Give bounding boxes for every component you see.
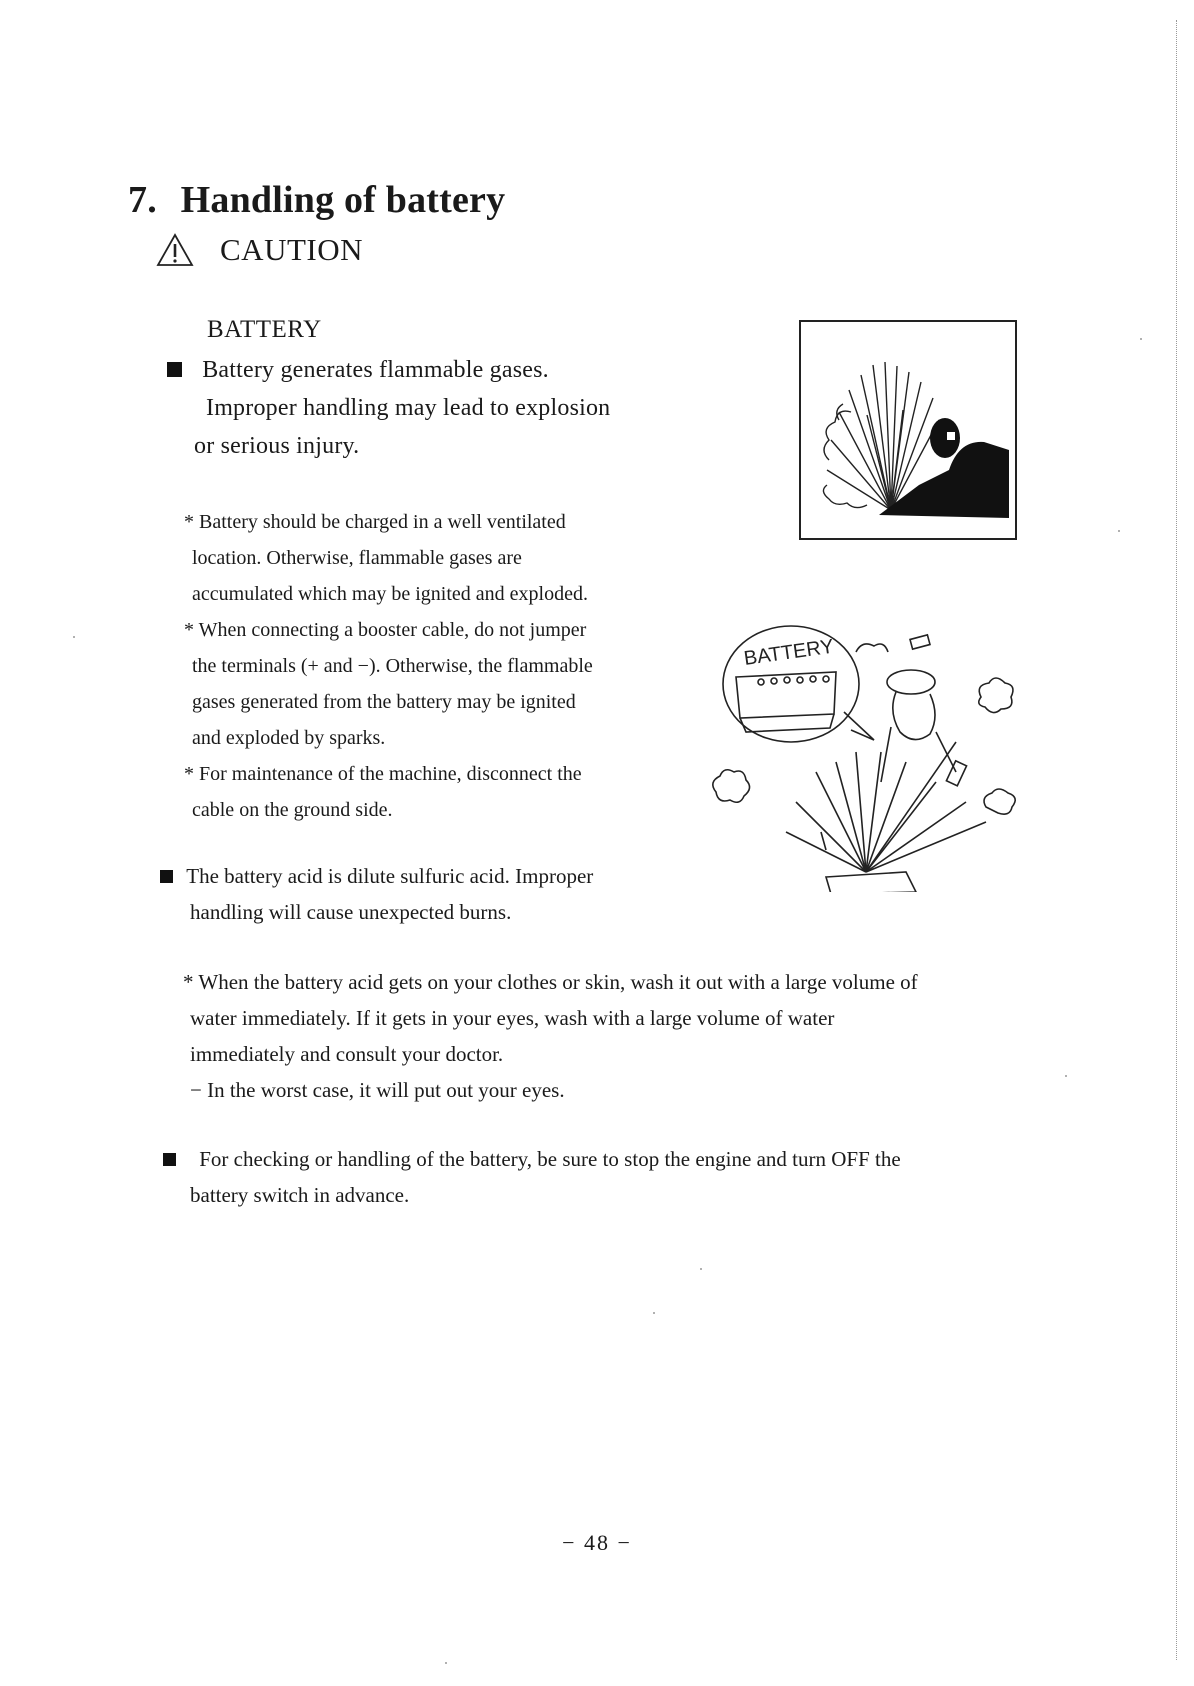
battery-explosion-illustration	[706, 622, 1026, 892]
caution-header	[156, 232, 363, 268]
scan-speck	[445, 1662, 447, 1664]
scan-speck	[73, 636, 75, 638]
scan-speck	[700, 1268, 702, 1270]
section-title-text: Handling of battery	[180, 179, 506, 221]
bullet-1-line-3: or serious injury.	[194, 433, 360, 459]
note-line: water immediately. If it gets in your eyes, wash with a large volume of water	[190, 1006, 835, 1030]
notes-block-2	[183, 964, 918, 1108]
page-number: − 48 −	[562, 1530, 632, 1555]
explosion-warning-pictogram	[799, 320, 1017, 540]
notes-block-1	[184, 504, 593, 828]
bullet-3-line-2: battery switch in advance.	[190, 1183, 410, 1207]
square-bullet-icon	[163, 1153, 176, 1166]
note-line: * Battery should be charged in a well ventilated	[184, 511, 566, 533]
bullet-1-text: Battery generates flammable gases.	[202, 357, 549, 383]
section-title	[128, 178, 505, 222]
bullet-line-3	[163, 1147, 901, 1172]
note-line: the terminals (+ and −). Otherwise, the flammable	[192, 655, 593, 677]
note-line: * When connecting a booster cable, do not jumper	[184, 619, 587, 641]
scan-speck	[1140, 338, 1142, 340]
note-line: cable on the ground side.	[192, 799, 393, 821]
note-line: and exploded by sparks.	[192, 727, 386, 749]
warning-triangle-icon	[156, 233, 194, 267]
note-line: location. Otherwise, flammable gases are	[192, 547, 522, 569]
note-line: accumulated which may be ignited and exploded.	[192, 583, 588, 605]
note-line: * When the battery acid gets on your clothes or skin, wash it out with a large volume of	[183, 970, 918, 994]
bullet-2-text: The battery acid is dilute sulfuric acid. Improper	[186, 864, 594, 888]
square-bullet-icon	[167, 362, 182, 377]
section-number: 7.	[128, 179, 157, 221]
note-line: * For maintenance of the machine, disconnect the	[184, 763, 582, 785]
scan-edge-line	[1176, 20, 1177, 1660]
battery-subheading: BATTERY	[207, 316, 322, 343]
square-bullet-icon	[160, 870, 173, 883]
note-line: − In the worst case, it will put out your eyes.	[190, 1078, 565, 1102]
bullet-1-line-2: Improper handling may lead to explosion	[206, 395, 611, 421]
scan-speck	[1065, 1075, 1067, 1077]
scan-speck	[653, 1312, 655, 1314]
battery-label: BATTERY	[742, 635, 836, 670]
bullet-2-line-2: handling will cause unexpected burns.	[190, 900, 512, 924]
bullet-3-text: For checking or handling of the battery, be sure to stop the engine and turn OFF the	[199, 1147, 901, 1171]
scan-speck	[1118, 530, 1120, 532]
caution-label: CAUTION	[220, 232, 363, 267]
bullet-line-1	[167, 357, 549, 384]
bullet-line-2	[160, 864, 593, 889]
note-line: immediately and consult your doctor.	[190, 1042, 504, 1066]
note-line: gases generated from the battery may be ignited	[192, 691, 576, 713]
